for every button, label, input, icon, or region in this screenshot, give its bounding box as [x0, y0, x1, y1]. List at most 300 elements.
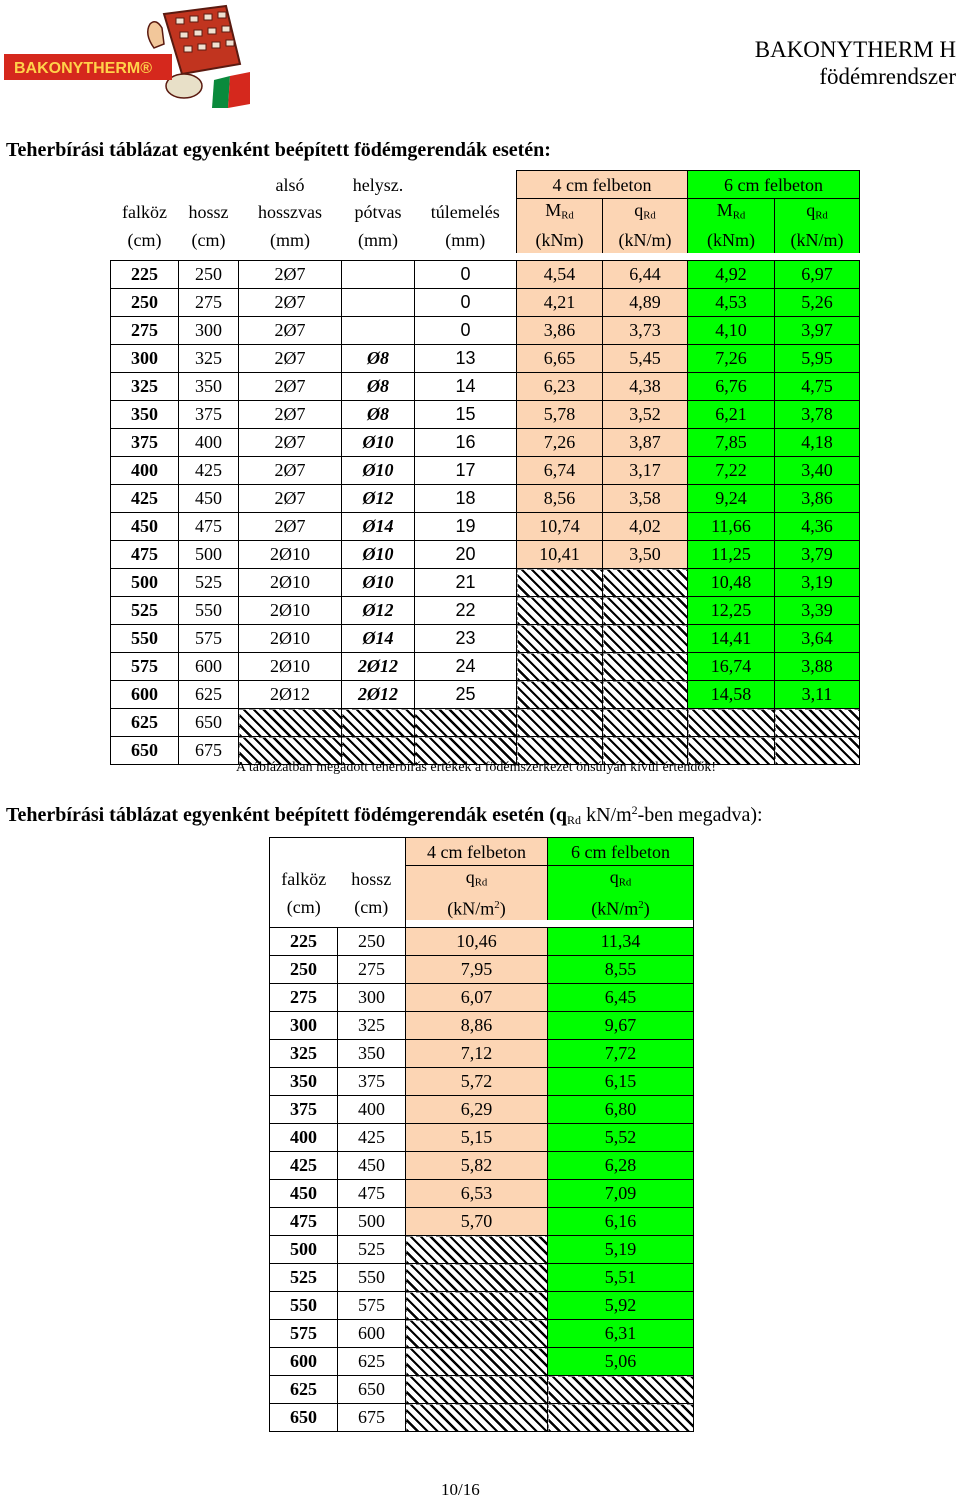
t2-cell-falkoz: 600	[270, 1348, 338, 1376]
cell-helysz-potvas: Ø10	[342, 429, 415, 457]
cell-also-hosszvas: 2Ø10	[239, 653, 342, 681]
t2-cell-falkoz: 575	[270, 1320, 338, 1348]
table2-row	[270, 1040, 694, 1068]
table1-row	[111, 681, 860, 709]
cell-falkoz: 350	[111, 401, 179, 429]
cell-also-hosszvas: 2Ø10	[239, 541, 342, 569]
cell-m-6cm: 12,25	[688, 597, 775, 625]
table2-row	[270, 1264, 694, 1292]
cell-q-4cm: 3,73	[603, 317, 688, 345]
cell-q-4cm: 3,87	[603, 429, 688, 457]
cell-helysz-potvas: Ø8	[342, 373, 415, 401]
t2-col-header-hossz: hossz	[351, 869, 392, 890]
t2-cell-q-4cm: 6,07	[406, 984, 548, 1012]
t2-cell-hossz: 400	[338, 1096, 406, 1124]
cell-q-6cm: 4,36	[775, 513, 860, 541]
table1-row	[111, 289, 860, 317]
cell-q-6cm: 3,79	[775, 541, 860, 569]
cell-hossz: 450	[179, 485, 239, 513]
cell-also-hosszvas: 2Ø10	[239, 569, 342, 597]
cell-m-6cm: 9,24	[688, 485, 775, 513]
cell-q-6cm: 6,97	[775, 261, 860, 289]
t2-cell-q-4cm	[406, 1264, 548, 1292]
cell-q-6cm: 3,19	[775, 569, 860, 597]
cell-hossz: 325	[179, 345, 239, 373]
cell-falkoz: 650	[111, 737, 179, 765]
t2-cell-q-4cm: 5,72	[406, 1068, 548, 1096]
table1-note: A táblázatban megadott teherbírás értékek a födémszerkezet önsúlyán kívül értendők!	[236, 760, 717, 775]
cell-q-4cm: 4,02	[603, 513, 688, 541]
t2-cell-q-4cm: 5,15	[406, 1124, 548, 1152]
cell-falkoz: 375	[111, 429, 179, 457]
table2-row	[270, 1320, 694, 1348]
cell-hossz: 375	[179, 401, 239, 429]
cell-m-4cm: 4,21	[517, 289, 603, 317]
table1-row	[111, 457, 860, 485]
t2-group-header-6cm: 6 cm felbeton	[548, 838, 694, 866]
cell-tulemeles: 0	[415, 289, 517, 317]
cell-helysz-potvas: Ø8	[342, 401, 415, 429]
table1-row	[111, 373, 860, 401]
unit-hossz: (cm)	[191, 229, 226, 250]
t2-cell-q-6cm: 6,16	[548, 1208, 694, 1236]
cell-also-hosszvas: 2Ø7	[239, 401, 342, 429]
cell-hossz: 575	[179, 625, 239, 653]
cell-m-6cm: 6,21	[688, 401, 775, 429]
cell-m-4cm: 3,86	[517, 317, 603, 345]
cell-m-6cm: 7,26	[688, 345, 775, 373]
t2-cell-falkoz: 275	[270, 984, 338, 1012]
table1-row	[111, 625, 860, 653]
cell-q-4cm	[603, 625, 688, 653]
cell-helysz-potvas: Ø8	[342, 345, 415, 373]
cell-hossz: 250	[179, 261, 239, 289]
t2-cell-falkoz: 425	[270, 1152, 338, 1180]
t2-cell-hossz: 675	[338, 1404, 406, 1432]
cell-helysz-potvas: Ø10	[342, 541, 415, 569]
t2-group-header-4cm: 4 cm felbeton	[406, 838, 548, 866]
cell-falkoz: 250	[111, 289, 179, 317]
cell-also-hosszvas	[239, 709, 342, 737]
t2-cell-q-4cm: 10,46	[406, 928, 548, 956]
table1-row	[111, 597, 860, 625]
t2-cell-falkoz: 550	[270, 1292, 338, 1320]
t2-cell-hossz: 600	[338, 1320, 406, 1348]
col-header-also-line1: alsó	[275, 174, 305, 195]
cell-falkoz: 400	[111, 457, 179, 485]
cell-also-hosszvas: 2Ø7	[239, 261, 342, 289]
t2-col-header-q-4cm: $q_{Rd}$	[406, 866, 548, 894]
group-header-6cm: 6 cm felbeton	[688, 171, 860, 199]
load-table-area	[269, 837, 694, 1432]
table2-row	[270, 1012, 694, 1040]
table1-row	[111, 513, 860, 541]
page-number: 10/16	[441, 1480, 480, 1499]
cell-m-6cm: 7,22	[688, 457, 775, 485]
table1-row	[111, 261, 860, 289]
cell-m-4cm	[517, 681, 603, 709]
cell-helysz-potvas: Ø14	[342, 513, 415, 541]
cell-tulemeles: 0	[415, 317, 517, 345]
t2-cell-q-4cm	[406, 1320, 548, 1348]
cell-tulemeles: 14	[415, 373, 517, 401]
t2-unit-hossz: (cm)	[354, 896, 389, 917]
table1-row	[111, 401, 860, 429]
t2-cell-q-4cm: 7,12	[406, 1040, 548, 1068]
t2-cell-q-4cm	[406, 1348, 548, 1376]
table1-row	[111, 569, 860, 597]
unit-m-6cm: (kNm)	[688, 226, 775, 253]
cell-falkoz: 325	[111, 373, 179, 401]
cell-falkoz: 275	[111, 317, 179, 345]
table2-row	[270, 1376, 694, 1404]
t2-cell-q-4cm: 8,86	[406, 1012, 548, 1040]
cell-q-4cm	[603, 681, 688, 709]
cell-also-hosszvas: 2Ø7	[239, 345, 342, 373]
cell-q-6cm	[775, 709, 860, 737]
cell-also-hosszvas: 2Ø7	[239, 485, 342, 513]
t2-cell-falkoz: 225	[270, 928, 338, 956]
cell-also-hosszvas: 2Ø7	[239, 429, 342, 457]
t2-cell-hossz: 325	[338, 1012, 406, 1040]
t2-cell-hossz: 525	[338, 1236, 406, 1264]
t2-cell-q-4cm	[406, 1292, 548, 1320]
cell-q-6cm: 3,64	[775, 625, 860, 653]
t2-unit-falkoz: (cm)	[270, 893, 338, 920]
cell-also-hosszvas: 2Ø7	[239, 373, 342, 401]
cell-m-6cm: 11,25	[688, 541, 775, 569]
t2-cell-q-6cm	[548, 1376, 694, 1404]
cell-hossz: 425	[179, 457, 239, 485]
cell-tulemeles: 21	[415, 569, 517, 597]
t2-cell-falkoz: 450	[270, 1180, 338, 1208]
cell-hossz: 550	[179, 597, 239, 625]
t2-cell-falkoz: 350	[270, 1068, 338, 1096]
cell-m-4cm: 8,56	[517, 485, 603, 513]
cell-hossz: 525	[179, 569, 239, 597]
t2-cell-falkoz: 650	[270, 1404, 338, 1432]
t2-cell-falkoz: 300	[270, 1012, 338, 1040]
cell-m-4cm: 6,74	[517, 457, 603, 485]
cell-m-4cm: 4,54	[517, 261, 603, 289]
table2-row	[270, 1152, 694, 1180]
unit-m-4cm: (kNm)	[517, 226, 603, 253]
cell-helysz-potvas	[342, 261, 415, 289]
t2-cell-q-6cm: 6,15	[548, 1068, 694, 1096]
cell-hossz: 275	[179, 289, 239, 317]
t2-cell-hossz: 500	[338, 1208, 406, 1236]
col-header-hossz: hossz	[188, 202, 229, 223]
t2-cell-falkoz: 325	[270, 1040, 338, 1068]
cell-also-hosszvas: 2Ø7	[239, 457, 342, 485]
cell-q-6cm: 5,95	[775, 345, 860, 373]
table1-title: Teherbírási táblázat egyenként beépített födémgerendák esetén:	[6, 139, 551, 161]
cell-hossz: 675	[179, 737, 239, 765]
cell-falkoz: 500	[111, 569, 179, 597]
unit-tulemeles: (mm)	[445, 229, 486, 250]
table2-row	[270, 1292, 694, 1320]
table2-row	[270, 984, 694, 1012]
cell-helysz-potvas	[342, 289, 415, 317]
cell-q-4cm	[603, 569, 688, 597]
cell-tulemeles: 25	[415, 681, 517, 709]
cell-also-hosszvas: 2Ø7	[239, 513, 342, 541]
cell-m-4cm: 10,74	[517, 513, 603, 541]
table1-row	[111, 429, 860, 457]
col-header-falkoz: falköz	[122, 202, 167, 223]
t2-cell-hossz: 575	[338, 1292, 406, 1320]
t2-cell-falkoz: 500	[270, 1236, 338, 1264]
cell-hossz: 600	[179, 653, 239, 681]
cell-q-6cm: 3,97	[775, 317, 860, 345]
t2-cell-q-4cm	[406, 1376, 548, 1404]
cell-tulemeles: 22	[415, 597, 517, 625]
cell-hossz: 350	[179, 373, 239, 401]
table2-row	[270, 1068, 694, 1096]
cell-falkoz: 300	[111, 345, 179, 373]
col-header-q-4cm: $q_{Rd}$	[603, 199, 688, 227]
cell-q-6cm: 3,78	[775, 401, 860, 429]
cell-m-4cm	[517, 653, 603, 681]
t2-cell-q-4cm: 6,53	[406, 1180, 548, 1208]
cell-falkoz: 625	[111, 709, 179, 737]
cell-tulemeles: 13	[415, 345, 517, 373]
cell-m-6cm: 4,53	[688, 289, 775, 317]
col-header-m-4cm: $M_{Rd}$	[517, 199, 603, 227]
cell-tulemeles: 20	[415, 541, 517, 569]
unit-also: (mm)	[270, 229, 310, 250]
cell-q-6cm: 4,18	[775, 429, 860, 457]
cell-m-4cm: 6,65	[517, 345, 603, 373]
t2-cell-hossz: 275	[338, 956, 406, 984]
t2-cell-hossz: 350	[338, 1040, 406, 1068]
t2-cell-hossz: 550	[338, 1264, 406, 1292]
cell-m-6cm: 7,85	[688, 429, 775, 457]
unit-poto: (mm)	[358, 229, 398, 250]
cell-q-4cm: 3,50	[603, 541, 688, 569]
cell-m-4cm	[517, 709, 603, 737]
t2-cell-q-4cm	[406, 1236, 548, 1264]
cell-m-4cm: 10,41	[517, 541, 603, 569]
unit-q-4cm: (kN/m)	[603, 226, 688, 253]
header-product-name: BAKONYTHERM H	[754, 37, 956, 62]
cell-m-6cm: 6,76	[688, 373, 775, 401]
col-header-also-line2: hosszvas	[258, 202, 322, 223]
cell-q-6cm: 3,40	[775, 457, 860, 485]
cell-m-6cm: 16,74	[688, 653, 775, 681]
col-header-poto-line2: pótvas	[354, 202, 402, 223]
cell-hossz: 475	[179, 513, 239, 541]
t2-cell-q-6cm: 5,06	[548, 1348, 694, 1376]
table1-row	[111, 709, 860, 737]
t2-cell-falkoz: 475	[270, 1208, 338, 1236]
cell-q-6cm: 3,11	[775, 681, 860, 709]
cell-tulemeles: 17	[415, 457, 517, 485]
cell-m-6cm: 4,10	[688, 317, 775, 345]
cell-q-4cm	[603, 709, 688, 737]
cell-tulemeles	[415, 709, 517, 737]
cell-helysz-potvas	[342, 709, 415, 737]
table2-row	[270, 928, 694, 956]
cell-q-4cm	[603, 597, 688, 625]
t2-cell-q-6cm: 6,80	[548, 1096, 694, 1124]
table2-row	[270, 1404, 694, 1432]
t2-cell-q-6cm: 5,51	[548, 1264, 694, 1292]
col-header-q-6cm: $q_{Rd}$	[775, 199, 860, 227]
cell-q-4cm: 6,44	[603, 261, 688, 289]
table2-row	[270, 1208, 694, 1236]
cell-q-4cm	[603, 653, 688, 681]
t2-cell-q-6cm: 9,67	[548, 1012, 694, 1040]
table2-row	[270, 1124, 694, 1152]
cell-m-4cm: 6,23	[517, 373, 603, 401]
cell-tulemeles: 0	[415, 261, 517, 289]
cell-m-6cm: 11,66	[688, 513, 775, 541]
t2-cell-q-4cm: 7,95	[406, 956, 548, 984]
cell-helysz-potvas: Ø12	[342, 485, 415, 513]
cell-m-4cm: 5,78	[517, 401, 603, 429]
table2-row	[270, 1348, 694, 1376]
t2-col-header-q-6cm: $q_{Rd}$	[548, 866, 694, 894]
cell-q-6cm: 3,88	[775, 653, 860, 681]
table2-row	[270, 1180, 694, 1208]
t2-cell-q-6cm: 6,45	[548, 984, 694, 1012]
unit-falkoz: (cm)	[127, 229, 162, 250]
cell-m-6cm: 14,41	[688, 625, 775, 653]
t2-cell-q-6cm: 6,28	[548, 1152, 694, 1180]
cell-hossz: 650	[179, 709, 239, 737]
cell-hossz: 300	[179, 317, 239, 345]
t2-unit-q-4cm: $(kN/m^2)$	[406, 893, 548, 920]
table1-row	[111, 653, 860, 681]
cell-helysz-potvas: Ø12	[342, 597, 415, 625]
t2-cell-q-4cm: 6,29	[406, 1096, 548, 1124]
t2-cell-falkoz: 375	[270, 1096, 338, 1124]
cell-m-6cm: 10,48	[688, 569, 775, 597]
cell-helysz-potvas: Ø10	[342, 457, 415, 485]
t2-cell-hossz: 250	[338, 928, 406, 956]
cell-q-6cm: 5,26	[775, 289, 860, 317]
cell-m-4cm	[517, 625, 603, 653]
cell-m-6cm	[688, 709, 775, 737]
cell-helysz-potvas: Ø10	[342, 569, 415, 597]
col-header-poto-line1: helysz.	[352, 174, 404, 195]
group-header-4cm: 4 cm felbeton	[517, 171, 688, 199]
cell-helysz-potvas: 2Ø12	[342, 653, 415, 681]
t2-cell-q-6cm: 8,55	[548, 956, 694, 984]
table1-row	[111, 485, 860, 513]
t2-cell-hossz: 450	[338, 1152, 406, 1180]
col-header-tulemeles: túlemelés	[430, 202, 500, 223]
unit-q-6cm: (kN/m)	[775, 226, 860, 253]
cell-tulemeles: 24	[415, 653, 517, 681]
t2-cell-q-6cm: 7,09	[548, 1180, 694, 1208]
cell-q-6cm: 3,39	[775, 597, 860, 625]
cell-tulemeles: 23	[415, 625, 517, 653]
cell-tulemeles: 19	[415, 513, 517, 541]
cell-tulemeles: 18	[415, 485, 517, 513]
cell-q-6cm: 4,75	[775, 373, 860, 401]
cell-q-4cm: 3,52	[603, 401, 688, 429]
t2-cell-hossz: 475	[338, 1180, 406, 1208]
cell-falkoz: 450	[111, 513, 179, 541]
cell-helysz-potvas: Ø14	[342, 625, 415, 653]
cell-also-hosszvas: 2Ø7	[239, 317, 342, 345]
t2-cell-q-6cm: 7,72	[548, 1040, 694, 1068]
t2-cell-q-4cm	[406, 1404, 548, 1432]
cell-falkoz: 225	[111, 261, 179, 289]
cell-tulemeles: 16	[415, 429, 517, 457]
col-header-m-6cm: $M_{Rd}$	[688, 199, 775, 227]
t2-cell-hossz: 650	[338, 1376, 406, 1404]
table2-row	[270, 956, 694, 984]
t2-cell-hossz: 625	[338, 1348, 406, 1376]
table1-row	[111, 541, 860, 569]
t2-cell-hossz: 300	[338, 984, 406, 1012]
t2-cell-q-6cm: 6,31	[548, 1320, 694, 1348]
t2-col-header-falkoz: falköz	[270, 866, 338, 894]
table1-row	[111, 345, 860, 373]
t2-cell-q-4cm: 5,82	[406, 1152, 548, 1180]
cell-falkoz: 525	[111, 597, 179, 625]
t2-cell-q-6cm	[548, 1404, 694, 1432]
cell-q-4cm: 5,45	[603, 345, 688, 373]
cell-m-4cm: 7,26	[517, 429, 603, 457]
cell-q-4cm: 4,38	[603, 373, 688, 401]
cell-m-6cm: 14,58	[688, 681, 775, 709]
cell-falkoz: 550	[111, 625, 179, 653]
cell-q-4cm: 3,58	[603, 485, 688, 513]
table2-title: Teherbírási táblázat egyenként beépített födémgerendák esetén ($q_{Rd}$ $kN/m^2$-ben megadva):	[6, 803, 763, 828]
cell-also-hosszvas: 2Ø10	[239, 597, 342, 625]
cell-q-6cm	[775, 737, 860, 765]
cell-tulemeles: 15	[415, 401, 517, 429]
t2-cell-falkoz: 400	[270, 1124, 338, 1152]
table1-row	[111, 317, 860, 345]
cell-m-4cm	[517, 569, 603, 597]
header-subtitle: födémrendszer	[819, 64, 956, 89]
t2-cell-q-6cm: 11,34	[548, 928, 694, 956]
cell-falkoz: 425	[111, 485, 179, 513]
cell-helysz-potvas: 2Ø12	[342, 681, 415, 709]
cell-hossz: 500	[179, 541, 239, 569]
table2-row	[270, 1096, 694, 1124]
document-header	[755, 36, 956, 90]
t2-cell-q-6cm: 5,52	[548, 1124, 694, 1152]
t2-cell-q-6cm: 5,19	[548, 1236, 694, 1264]
cell-also-hosszvas: 2Ø10	[239, 625, 342, 653]
cell-m-4cm	[517, 597, 603, 625]
load-table-moment	[110, 170, 860, 765]
cell-hossz: 400	[179, 429, 239, 457]
t2-cell-hossz: 375	[338, 1068, 406, 1096]
cell-falkoz: 475	[111, 541, 179, 569]
cell-also-hosszvas: 2Ø7	[239, 289, 342, 317]
t2-cell-q-6cm: 5,92	[548, 1292, 694, 1320]
cell-hossz: 625	[179, 681, 239, 709]
cell-helysz-potvas	[342, 317, 415, 345]
cell-falkoz: 575	[111, 653, 179, 681]
cell-q-4cm: 3,17	[603, 457, 688, 485]
t2-cell-hossz: 425	[338, 1124, 406, 1152]
logo-text: BAKONYTHERM®	[14, 60, 153, 77]
table2-row	[270, 1236, 694, 1264]
t2-cell-q-4cm: 5,70	[406, 1208, 548, 1236]
cell-falkoz: 600	[111, 681, 179, 709]
bakonytherm-logo	[4, 4, 250, 108]
cell-q-6cm: 3,86	[775, 485, 860, 513]
cell-m-6cm: 4,92	[688, 261, 775, 289]
